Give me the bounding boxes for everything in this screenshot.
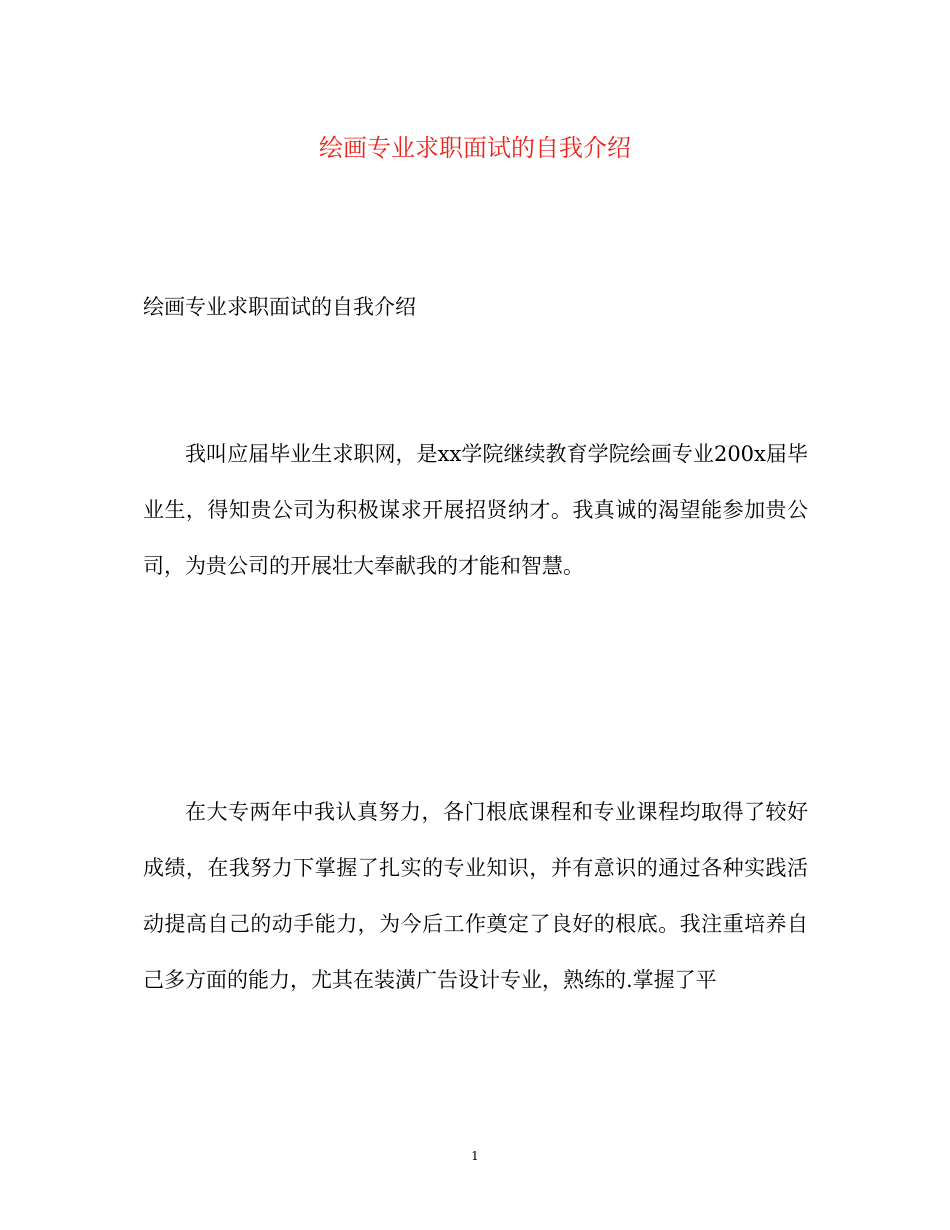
paragraph-intro: 我叫应届毕业生求职网，是xx学院继续教育学院绘画专业200x届毕业生，得知贵公司为积极谋求开展招贤纳才。我真诚的渴望能参加贵公司，为贵公司的开展壮大奉献我的才能和智慧。 — [143, 442, 808, 578]
document-subtitle: 绘画专业求职面试的自我介绍 — [143, 295, 416, 319]
page-number: 1 — [471, 1149, 479, 1163]
paragraph-study: 在大专两年中我认真努力，各门根底课程和专业课程均取得了较好成绩，在我努力下掌握了扎实的专业知识，并有意识的通过各种实践活动提高自己的动手能力，为今后工作奠定了良好的根底。我注重培养自己多方面的能力，尤其在装潢广告设计专业，熟练的.掌握了平 — [143, 800, 808, 992]
document-title: 绘画专业求职面试的自我介绍 — [319, 134, 631, 162]
